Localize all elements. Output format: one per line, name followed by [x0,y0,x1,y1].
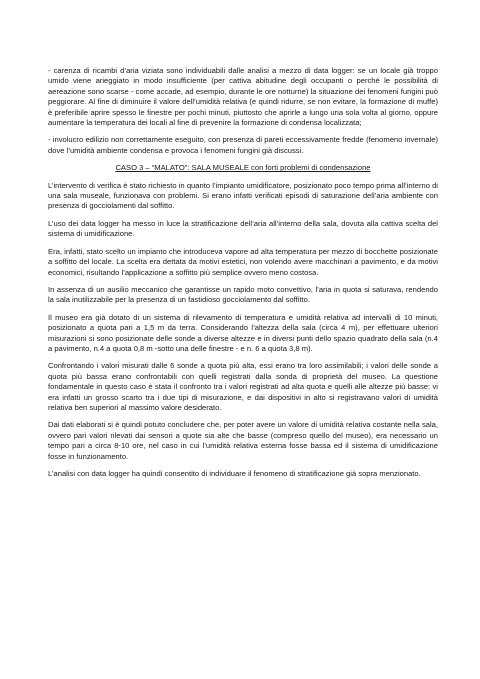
body-paragraph: Era, infatti, stato scelto un impianto che introduceva vapore ad alta temperatura per mezzo di bocchette posizionate a soffitto del locale. La scelta era dettata da motivi estetici, non volendo avere macchinari a pavimento, e da motivi economici, risultando l’applicazione a soffitto più semplice ovvero meno costosa. [48,246,438,277]
body-paragraph: L’intervento di verifica è stato richiesto in quanto l’impianto umidificatore, posizionato poco tempo prima all’interno di una sala museale, funzionava con problemi. Si erano infatti verificati episodi di saturazione dell’aria ambiente con presenza di gocciolamenti dal soffitto. [48,180,438,211]
body-paragraph: Confrontando i valori misurati dalle 6 sonde a quota più alta, essi erano tra loro assimilabili; i valori delle sonde a quota più bassa erano confrontabili con quelli registrati dalla sonda di proprietà del museo. La questione fondamentale in questo caso è stata il confronto tra i valori registrati ad alta quota e quelli alle altezze più basse: vi era infatti un grosso scarto tra i due tipi di misurazione, e dai dispositivi in alto si registravano valori di umidità relativa ben superiori al massimo valore desiderato. [48,361,438,412]
document-page [48,66,438,486]
section-heading: CASO 3 – “MALATO”: SALA MUSEALE con forti problemi di condensazione [115,163,371,173]
bullet-paragraph: - carenza di ricambi d’aria viziata sono individuabili dalle analisi a mezzo di data logger: se un locale già troppo umido viene arieggiato in modo insufficiente (per cattiva abitudine degli occupanti o perché le possibilità di aereazione sono scarse - come accade, ad esempio, durante le ore notturne) la situazione dei fenomeni fungini può peggiorare. Al fine di diminuire il valore dell’umidità relativa (e quindi ridurre, se non evitare, la formazione di muffe) è preferibile aprire spesso le finestre per pochi minuti, piuttosto che aprirle a lungo una sola volta al giorno, oppure aumentare la temperatura dei locali al fine di prevenire la formazione di condensa localizzata; [48,66,438,128]
body-paragraph: Dai dati elaborati si è quindi potuto concludere che, per poter avere un valore di umidità relativa costante nella sala, ovvero pari valori rilevati dai sensori a quote sia alte che basse (compreso quello del museo), era necessario un tempo pari a circa 8-10 ore, nel caso in cui l’umidità relativa esterna fosse bassa ed il sistema di umidificazione fosse in funzionamento. [48,420,438,461]
body-paragraph: L’analisi con data logger ha quindi consentito di individuare il fenomeno di stratificazione già sopra menzionato. [48,469,421,478]
bullet-paragraph: - involucro edilizio non correttamente eseguito, con presenza di pareti eccessivamente fredde (fenomeno invernale) dove l’umidità ambiente condensa e provoca i fenomeni fungini già discussi. [48,135,438,155]
body-paragraph: Il museo era già dotato di un sistema di rilevamento di temperatura e umidità relativa ad intervalli di 10 minuti, posizionato a quota pari a 1,5 m da terra. Considerando l’altezza della sala (circa 4 m), per effettuare ulteriori misurazioni si sono posizionate delle sonde a diverse altezze e in diversi punti dello spazio quadrato della sala (n.4 a pavimento, n.4 a quota 0,8 m -sotto una delle finestre - e n. 6 a quota 3,8 m). [48,312,438,353]
body-paragraph: In assenza di un ausilio meccanico che garantisse un rapido moto convettivo, l’aria in quota si saturava, rendendo la sala inutilizzabile per la presenza di un fastidioso gocciolamento dal soffitto. [48,284,438,305]
body-paragraph: L’uso dei data logger ha messo in luce la stratificazione dell’aria all’interno della sala, dovuta alla cattiva scelta del sistema di umidificazione. [48,218,438,239]
